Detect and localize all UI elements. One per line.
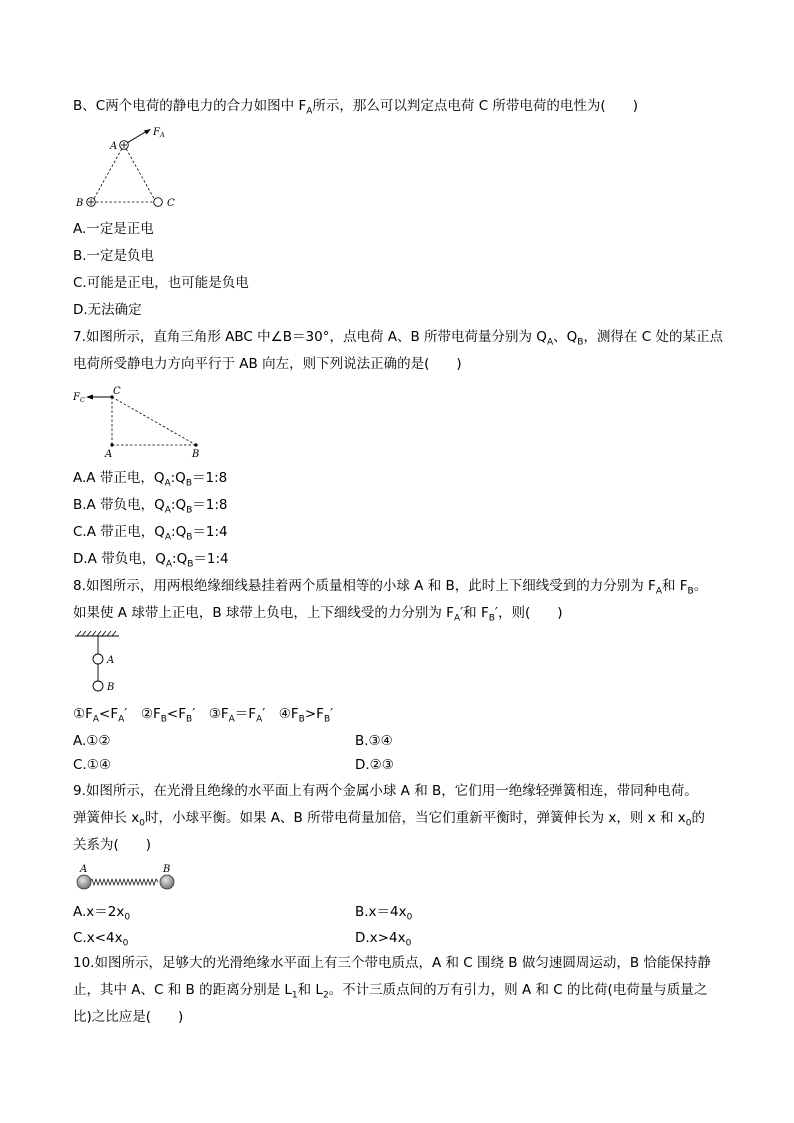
q8-label-b: B: [107, 682, 115, 693]
q9-option-d: $D.x>4x_0$: [355, 930, 412, 949]
q7-option-c: C.A 带正电，$Q_A:Q_B=1:4$: [73, 524, 228, 543]
q8-label-a: A: [107, 655, 115, 666]
q9-label-b: B: [163, 864, 171, 875]
q6-label-c: C: [167, 198, 175, 209]
q9-stem-line3: 关系为( ): [73, 837, 152, 853]
q9-figure: [73, 862, 183, 894]
q9-option-b: $B.x=4x_0$: [355, 904, 413, 923]
q7-figure: [73, 384, 213, 459]
q8-option-d: D.②③: [355, 757, 394, 773]
q6-stem: B、C两个电荷的静电力的合力如图中 $F_A$所示，那么可以判定点电荷 C 所带电荷的电性为( ): [73, 98, 638, 117]
q6-option-c: C.可能是正电，也可能是负电: [73, 275, 249, 291]
q9-stem-line2: 弹簧伸长 $x_0$时，小球平衡。如果 A、B 所带电荷量加倍，当它们重新平衡时，弹簧伸长为 x，则 x 和 $x_0$的: [73, 810, 705, 829]
q8-stem-line2: 如果使 A 球带上正电，B 球带上负电，上下细线受的力分别为 $F_A'$和 $F_B'$，则( ): [73, 605, 563, 624]
q9-option-a: $A.x=2x_0$: [73, 904, 131, 923]
q7-label-fc: $F_C$: [73, 392, 85, 404]
q7-option-d: D.A 带负电，$Q_A:Q_B=1:4$: [73, 551, 229, 570]
q6-label-a: A: [110, 141, 118, 152]
q6-label-fa: $F_A$: [153, 127, 165, 139]
q6-figure: [73, 124, 193, 214]
q10-stem-line1: 10.如图所示，足够大的光滑绝缘水平面上有三个带电质点，A 和 C 围绕 B 做匀速圆周运动，B 恰能保持静: [73, 955, 711, 971]
q8-option-c: C.①④: [73, 757, 111, 773]
q9-option-c: $C.x<4x_0$: [73, 930, 129, 949]
q7-label-b: B: [192, 449, 200, 459]
q7-option-b: B.A 带负电，$Q_A:Q_B=1:8$: [73, 497, 228, 516]
q6-option-b: B.一定是负电: [73, 248, 155, 264]
q7-stem-line1: 7.如图所示，直角三角形 ABC 中∠B＝30°，点电荷 A、B 所带电荷量分别为 $Q_A$、$Q_B$，测得在 C 处的某正点: [73, 329, 723, 348]
q7-label-a: A: [105, 449, 113, 459]
q10-stem-line3: 比)之比应是( ): [73, 1009, 184, 1025]
q6-option-a: A.一定是正电: [73, 221, 154, 237]
q9-label-a: A: [80, 864, 88, 875]
q6-label-b: B: [76, 198, 84, 209]
q6-option-d: D.无法确定: [73, 302, 142, 318]
q8-stem-line1: 8.如图所示，用两根绝缘细线悬挂着两个质量相等的小球 A 和 B，此时上下细线受到的力分别为 $F_A$和 $F_B$。: [73, 578, 708, 597]
q8-figure: [73, 630, 133, 698]
q7-option-a: A.A 带正电，$Q_A:Q_B=1:8$: [73, 470, 228, 489]
q9-stem-line1: 9.如图所示，在光滑且绝缘的水平面上有两个金属小球 A 和 B，它们用一绝缘轻弹簧相连，带同种电荷。: [73, 783, 698, 799]
q8-statements: $①F_A<F_A'$ $②F_B<F_B'$ $③F_A=F_A'$ $④F_B>F_B'$: [73, 706, 334, 725]
q7-label-c: C: [113, 386, 121, 397]
q8-option-a: A.①②: [73, 733, 111, 749]
q10-stem-line2: 止，其中 A、C 和 B 的距离分别是 $L_1$和 $L_2$。不计三质点间的万有引力，则 A 和 C 的比荷(电荷量与质量之: [73, 982, 708, 1001]
q8-option-b: B.③④: [355, 733, 393, 749]
q7-stem-line2: 电荷所受静电力方向平行于 AB 向左，则下列说法正确的是( ): [73, 356, 462, 372]
